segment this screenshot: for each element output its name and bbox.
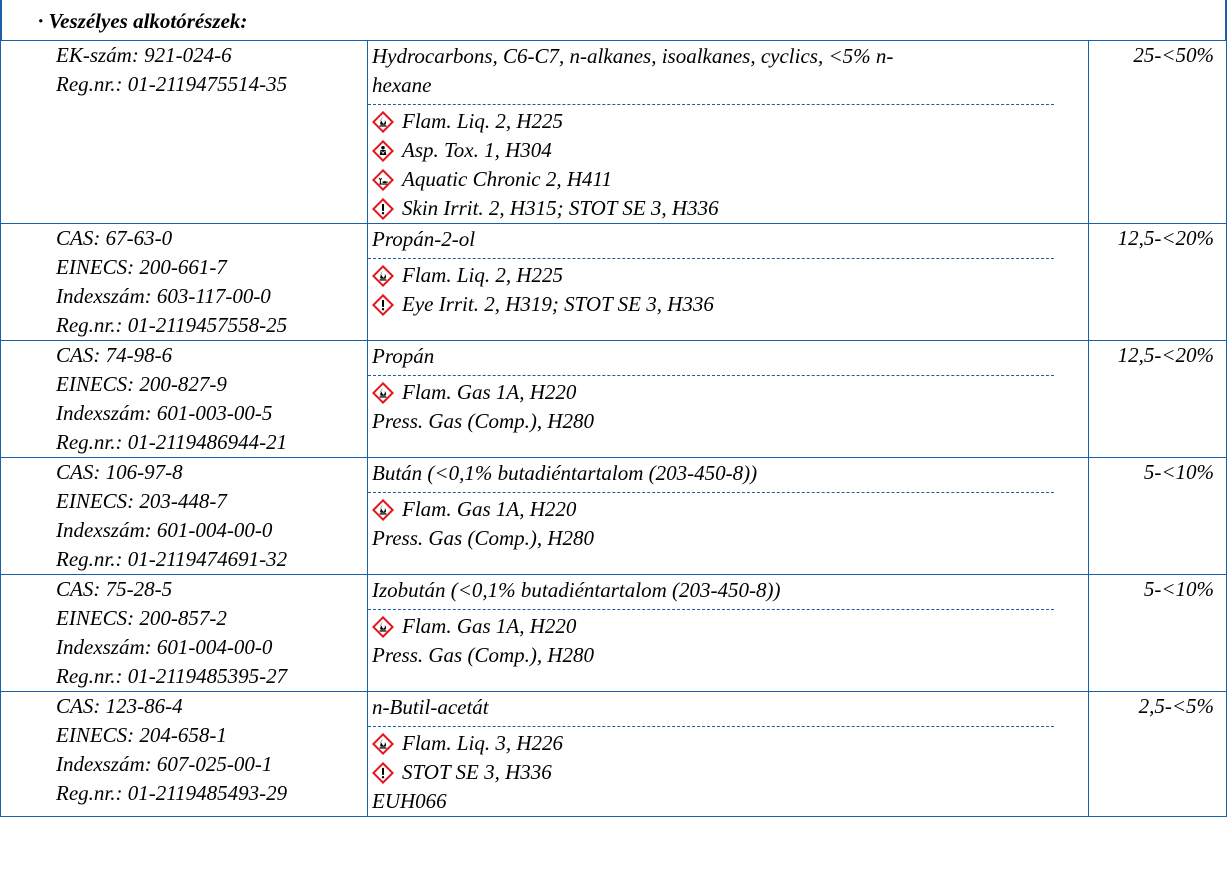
substance-name-line: Hydrocarbons, C6-C7, n-alkanes, isoalkanes, cyclics, <5% n- [372,44,894,68]
substance-name-line: hexane [372,73,432,97]
hazard-statement [372,641,1088,670]
section-title: · Veszélyes alkotórészek: [38,9,248,33]
substance-name [368,224,1054,259]
identifier-line: Indexszám: 601-003-00-5 [56,401,273,425]
hazard-statement [372,290,1088,319]
concentration-range: 5-<10% [1089,575,1227,692]
hazard-classifications [368,105,1088,223]
identifier-line: CAS: 67-63-0 [56,226,173,250]
identifier-line: EINECS: 200-857-2 [56,606,227,630]
component-identifiers [1,224,368,341]
hazard-classifications [368,259,1088,319]
exclamation-pictogram-icon [372,198,394,220]
identifier-line: Indexszám: 603-117-00-0 [56,284,271,308]
substance-name [368,692,1054,727]
identifier-line: Reg.nr.: 01-2119485395-27 [56,664,288,688]
concentration-range: 5-<10% [1089,458,1227,575]
hazard-text: Flam. Liq. 2, H225 [402,109,564,133]
hazard-text: Flam. Liq. 2, H225 [402,263,564,287]
hazard-text: Skin Irrit. 2, H315; STOT SE 3, H336 [402,196,719,220]
hazard-statement [372,729,1088,758]
component-description [368,575,1089,692]
component-row [1,341,1227,458]
concentration-range: 25-<50% [1089,41,1227,224]
identifier-line: CAS: 123-86-4 [56,694,183,718]
exclamation-pictogram-icon [372,294,394,316]
substance-name-line: Bután (<0,1% butadiéntartalom (203-450-8)) [372,461,758,485]
identifier-line: EINECS: 204-658-1 [56,723,227,747]
component-description [368,341,1089,458]
section-header [0,0,1227,40]
component-description [368,224,1089,341]
hazard-text: Flam. Gas 1A, H220 [402,497,577,521]
hazard-statement [372,378,1088,407]
components-table [0,40,1227,817]
hazard-text: Press. Gas (Comp.), H280 [372,526,595,550]
component-identifiers [1,575,368,692]
identifier-line: Reg.nr.: 01-2119457558-25 [56,313,288,337]
component-identifiers [1,41,368,224]
hazard-classifications [368,493,1088,553]
flame-pictogram-icon [372,733,394,755]
hazard-text: Press. Gas (Comp.), H280 [372,409,595,433]
environment-pictogram-icon [372,169,394,191]
identifier-line: Reg.nr.: 01-2119475514-35 [56,72,288,96]
component-row [1,41,1227,224]
hazard-statement [372,612,1088,641]
flame-pictogram-icon [372,265,394,287]
hazard-statement [372,165,1088,194]
identifier-line: CAS: 75-28-5 [56,577,173,601]
identifier-line: EINECS: 203-448-7 [56,489,227,513]
exclamation-pictogram-icon [372,762,394,784]
hazard-text: EUH066 [372,789,447,813]
substance-name [368,458,1054,493]
hazard-statement [372,261,1088,290]
hazard-statement [372,136,1088,165]
substance-name-line: Propán [372,344,435,368]
hazard-text: STOT SE 3, H336 [402,760,552,784]
hazard-statement [372,194,1088,223]
identifier-line: CAS: 106-97-8 [56,460,183,484]
hazard-text: Aquatic Chronic 2, H411 [402,167,612,191]
identifier-line: CAS: 74-98-6 [56,343,173,367]
hazard-classifications [368,727,1088,816]
identifier-line: Reg.nr.: 01-2119474691-32 [56,547,288,571]
hazard-statement [372,495,1088,524]
component-row [1,692,1227,817]
hazard-text: Press. Gas (Comp.), H280 [372,643,595,667]
substance-name-line: Izobután (<0,1% butadiéntartalom (203-450-8)) [372,578,781,602]
flame-pictogram-icon [372,382,394,404]
concentration-range: 12,5-<20% [1089,341,1227,458]
identifier-line: Indexszám: 601-004-00-0 [56,518,273,542]
component-description [368,692,1089,817]
identifier-line: EINECS: 200-661-7 [56,255,227,279]
flame-pictogram-icon [372,616,394,638]
substance-name-line: n-Butil-acetát [372,695,489,719]
hazard-text: Eye Irrit. 2, H319; STOT SE 3, H336 [402,292,714,316]
substance-name [368,341,1054,376]
hazard-statement [372,758,1088,787]
hazard-statement [372,787,1088,816]
hazard-text: Flam. Gas 1A, H220 [402,380,577,404]
health-hazard-pictogram-icon [372,140,394,162]
hazard-text: Flam. Gas 1A, H220 [402,614,577,638]
hazard-classifications [368,376,1088,436]
flame-pictogram-icon [372,111,394,133]
component-description [368,458,1089,575]
identifier-line: Reg.nr.: 01-2119485493-29 [56,781,288,805]
identifier-line: Indexszám: 601-004-00-0 [56,635,273,659]
component-identifiers [1,341,368,458]
component-row [1,575,1227,692]
substance-name [368,41,1054,105]
component-row [1,224,1227,341]
identifier-line: Indexszám: 607-025-00-1 [56,752,273,776]
concentration-range: 12,5-<20% [1089,224,1227,341]
hazard-statement [372,407,1088,436]
identifier-line: EINECS: 200-827-9 [56,372,227,396]
component-identifiers [1,458,368,575]
hazard-text: Asp. Tox. 1, H304 [402,138,552,162]
substance-name [368,575,1054,610]
component-identifiers [1,692,368,817]
component-row [1,458,1227,575]
hazard-statement [372,107,1088,136]
concentration-range: 2,5-<5% [1089,692,1227,817]
identifier-line: EK-szám: 921-024-6 [56,43,232,67]
flame-pictogram-icon [372,499,394,521]
identifier-line: Reg.nr.: 01-2119486944-21 [56,430,288,454]
component-description [368,41,1089,224]
hazard-text: Flam. Liq. 3, H226 [402,731,564,755]
hazard-statement [372,524,1088,553]
hazard-classifications [368,610,1088,670]
substance-name-line: Propán-2-ol [372,227,476,251]
